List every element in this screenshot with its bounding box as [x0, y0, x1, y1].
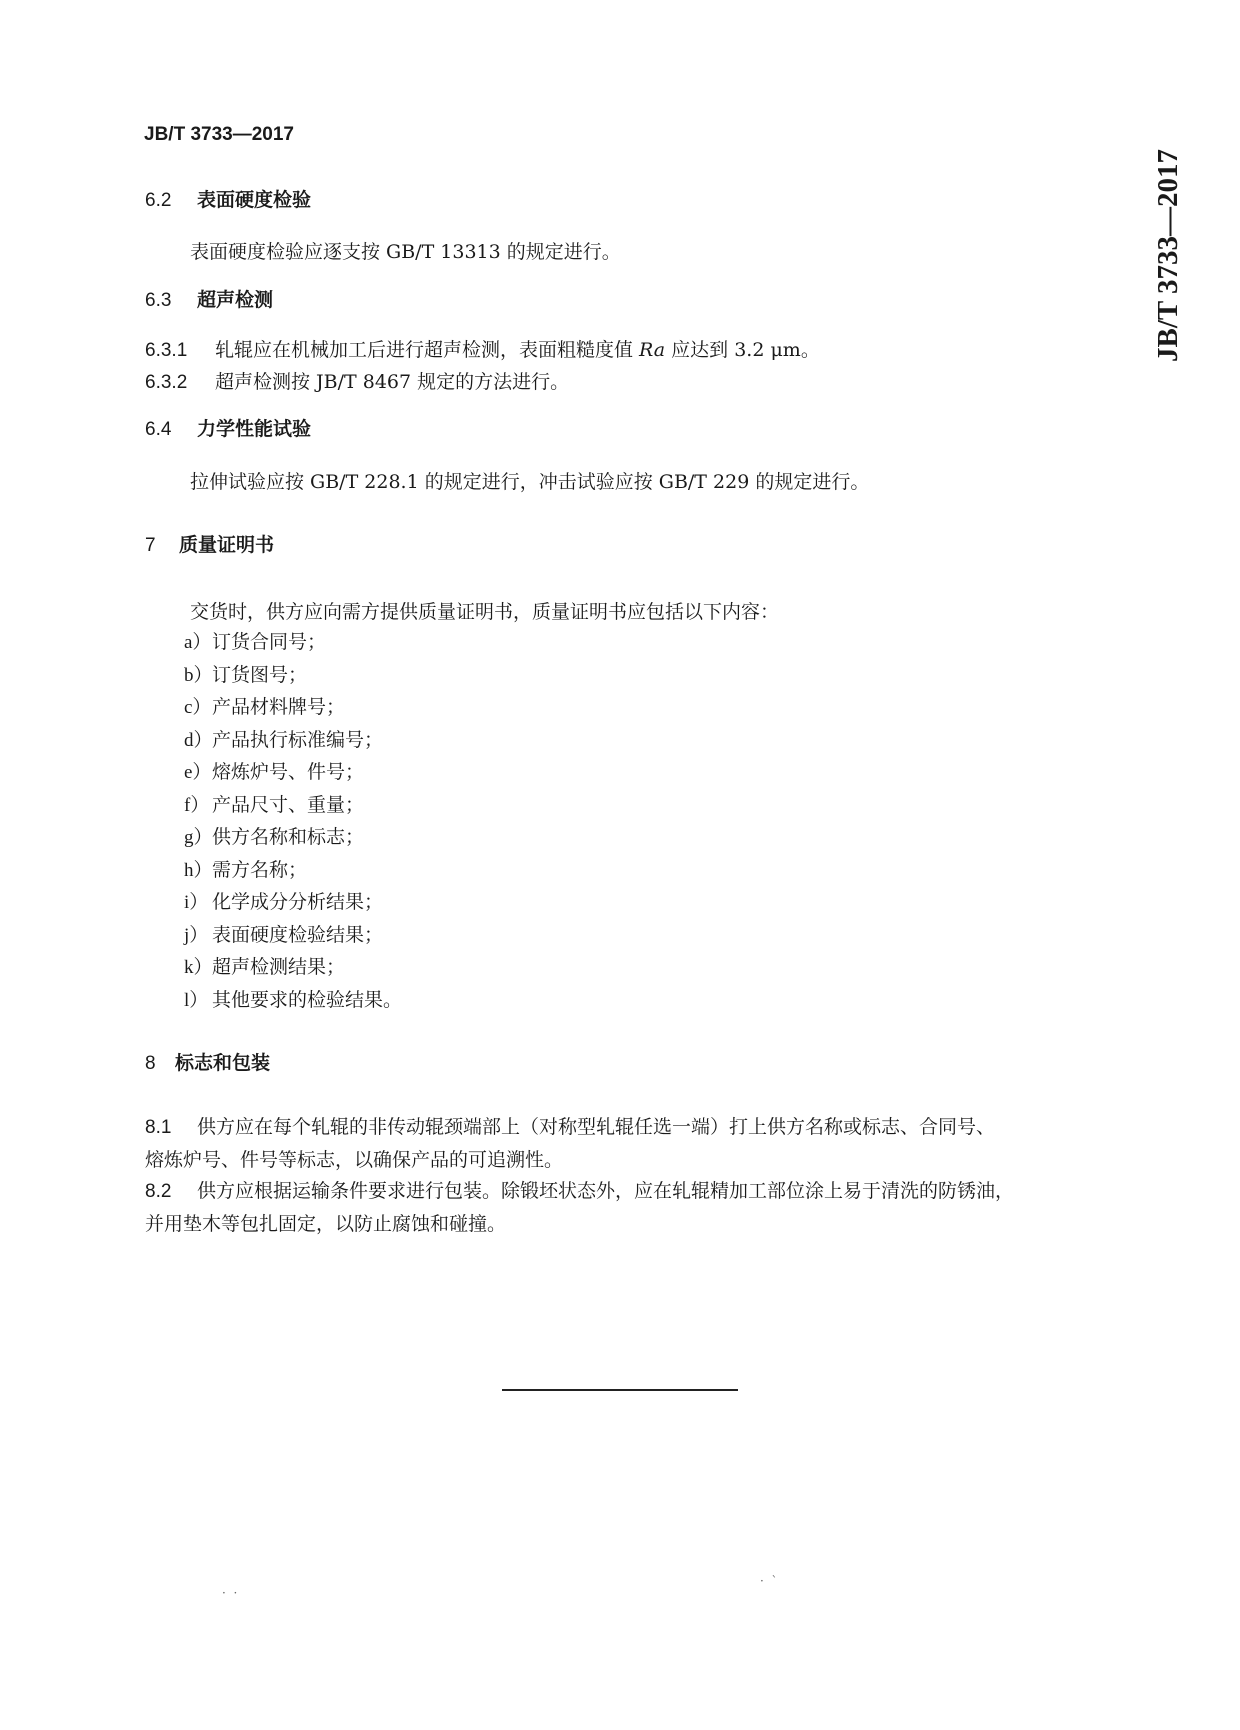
- list-item: [184, 757, 402, 790]
- section-number: 7: [145, 535, 156, 556]
- list-item-label: i）: [184, 892, 209, 913]
- clause-text-b: 应达到 3.2 μm。: [665, 339, 820, 361]
- list-item: [184, 692, 402, 725]
- section-number: 6.4: [145, 419, 172, 440]
- list-item: [184, 887, 402, 920]
- clause-text-a: 轧辊应在机械加工后进行超声检测，表面粗糙度值: [215, 339, 640, 361]
- section-title: 超声检测: [197, 290, 274, 311]
- list-item: [184, 725, 402, 758]
- clause-8-2: [145, 1175, 1014, 1240]
- clause-6-3-1: [145, 335, 820, 362]
- scan-speck: · ·: [222, 1586, 238, 1600]
- list-item-text: 产品尺寸、重量；: [212, 793, 365, 816]
- section-number: 6.2: [145, 190, 172, 211]
- clause-number: 8.1: [145, 1117, 172, 1138]
- list-item-text: 化学成分分析结果；: [212, 891, 384, 913]
- ra-symbol: Ra: [639, 339, 666, 361]
- clause-text: 供方应根据运输条件要求进行包装。除锻坯状态外，应在轧辊精加工部位涂上易于清洗的防锈油，: [197, 1180, 1015, 1202]
- section-6-4-text: 拉伸试验应按 GB/T 228.1 的规定进行，冲击试验应按 GB/T 229 的规定进行。: [190, 471, 870, 493]
- clause-6-3-2: [145, 367, 569, 394]
- list-item: [184, 985, 402, 1018]
- clause-8-1-line1: [145, 1111, 995, 1144]
- list-item-label: l）: [184, 989, 209, 1011]
- section-title: 质量证明书: [179, 535, 275, 556]
- end-of-standard-line: [502, 1389, 738, 1391]
- section-title: 力学性能试验: [197, 419, 312, 440]
- section-heading-8: [145, 1048, 270, 1075]
- clause-text: 供方应在每个轧辊的非传动辊颈端部上（对称型轧辊任选一端）打上供方名称或标志、合同号、: [197, 1116, 996, 1138]
- list-item-label: e）: [184, 762, 212, 783]
- list-item-text: 需方名称；: [212, 858, 308, 881]
- document-number: JB/T 3733—2017: [144, 124, 294, 145]
- list-item-label: j）: [184, 924, 209, 946]
- list-item-label: b）: [184, 664, 213, 686]
- clause-8-1-line2: 熔炼炉号、件号等标志，以确保产品的可追溯性。: [145, 1149, 564, 1171]
- section-title: 表面硬度检验: [197, 190, 312, 211]
- list-item-text: 产品材料牌号；: [212, 696, 346, 718]
- list-item-label: k）: [184, 957, 213, 978]
- section-heading-7: [145, 530, 274, 557]
- list-item: [184, 920, 402, 953]
- side-label-text: JB/T 3733—2017: [1152, 149, 1184, 362]
- section-number: 8: [145, 1053, 156, 1074]
- list-item-text: 产品执行标准编号；: [212, 728, 384, 751]
- clause-8-1: [145, 1111, 995, 1176]
- list-item-text: 供方名称和标志；: [212, 826, 365, 848]
- section-7-intro: 交货时，供方应向需方提供质量证明书，质量证明书应包括以下内容：: [190, 601, 780, 623]
- list-item: [184, 822, 402, 855]
- list-item-label: d）: [184, 729, 213, 751]
- list-item-text: 订货合同号；: [212, 631, 327, 653]
- clause-8-2-line1: [145, 1175, 1014, 1208]
- list-item-label: c）: [184, 697, 212, 718]
- section-6-2-text: 表面硬度检验应逐支按 GB/T 13313 的规定进行。: [190, 241, 621, 263]
- clause-number: 6.3.2: [145, 372, 188, 393]
- list-item-text: 其他要求的检验结果。: [212, 988, 403, 1011]
- section-heading-6-4: [145, 414, 311, 441]
- scan-speck: · `: [760, 1574, 778, 1588]
- list-item-text: 订货图号；: [212, 663, 308, 686]
- clause-text: 超声检测按 JB/T 8467 规定的方法进行。: [215, 371, 570, 393]
- list-item-text: 表面硬度检验结果；: [212, 923, 384, 946]
- list-item-text: 熔炼炉号、件号；: [212, 761, 365, 783]
- section-title: 标志和包装: [175, 1053, 271, 1074]
- section-number: 6.3: [145, 290, 172, 311]
- list-item: [184, 660, 402, 693]
- clause-number: 6.3.1: [145, 340, 188, 361]
- section-heading-6-2: [145, 185, 311, 212]
- list-item-label: a）: [184, 632, 212, 653]
- clause-number: 8.2: [145, 1181, 172, 1202]
- clause-8-2-line2: 并用垫木等包扎固定，以防止腐蚀和碰撞。: [145, 1213, 507, 1235]
- list-item: [184, 790, 402, 823]
- list-item: [184, 627, 402, 660]
- list-item-label: g）: [184, 827, 213, 848]
- list-item-text: 超声检测结果；: [212, 956, 346, 978]
- certificate-content-list: [184, 627, 402, 1017]
- section-heading-6-3: [145, 285, 273, 312]
- side-document-number: [1152, 122, 1182, 362]
- list-item-label: h）: [184, 859, 213, 881]
- list-item: [184, 952, 402, 985]
- list-item-label: f）: [184, 794, 210, 816]
- list-item: [184, 855, 402, 888]
